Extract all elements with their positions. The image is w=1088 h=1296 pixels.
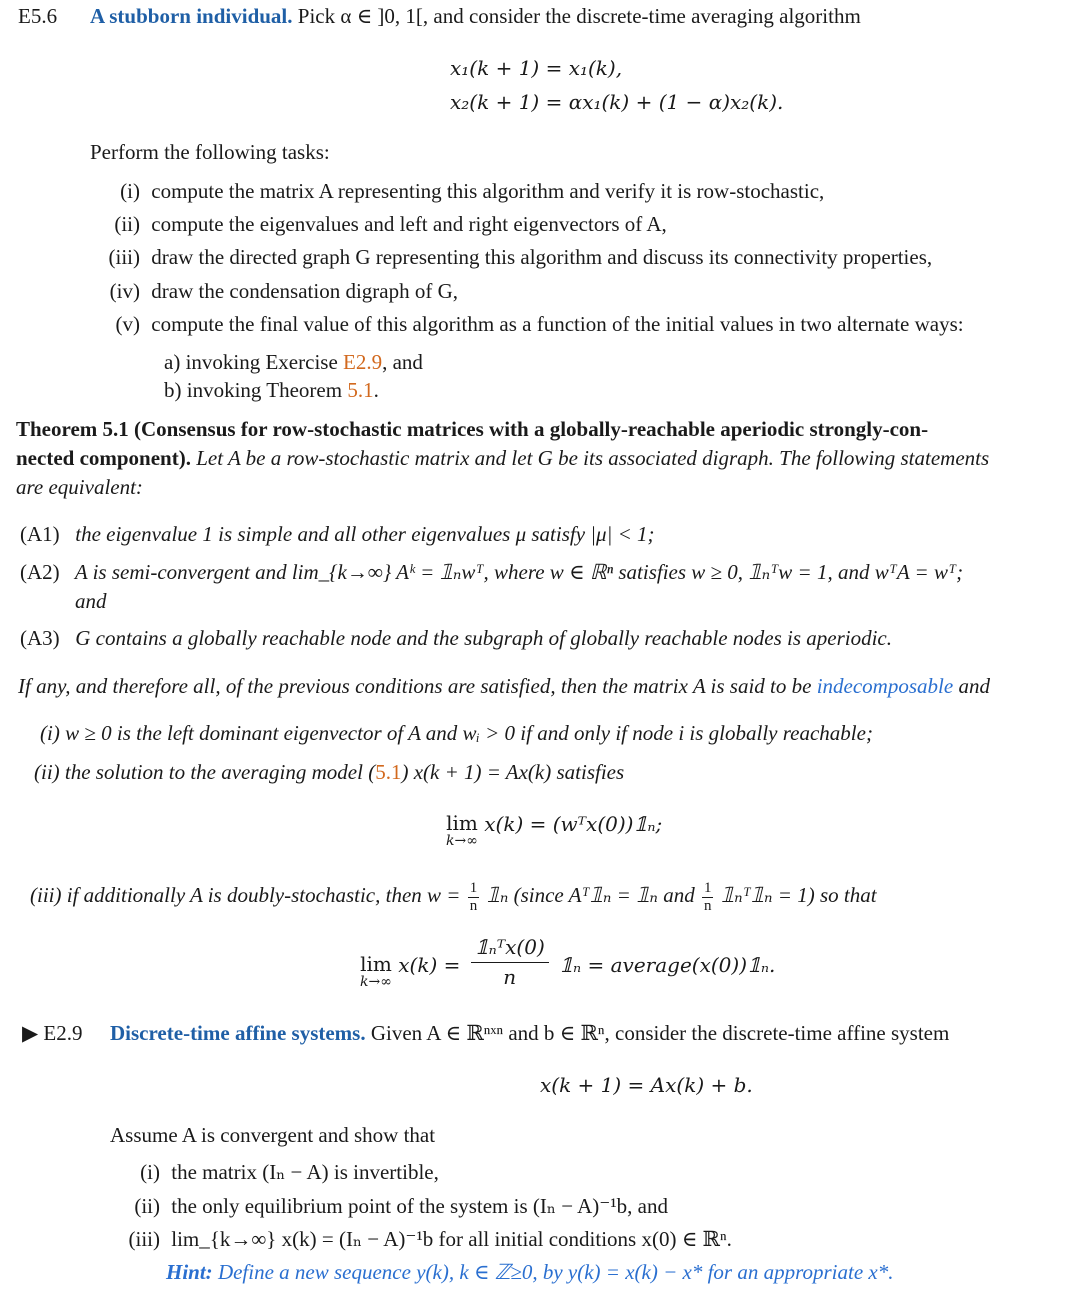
limit-equation-2: lim k→∞ x(k) = $\frac{\text{𝟙ₙᵀx(0)}}{n}$ 𝟙ₙ = average(x(0))𝟙ₙ. (360, 935, 776, 990)
theorem-line-3: are equivalent: (16, 475, 143, 499)
condition-a1: (A1) the eigenvalue 1 is simple and all other eigenvalues μ satisfy |μ| < 1; (20, 522, 655, 546)
consequence-ii: (ii) the solution to the averaging model (5.1) x(k + 1) = Ax(k) satisfies (34, 760, 625, 784)
condition-a2: (A2) A is semi-convergent and lim_{k→∞} Aᵏ = 𝟙ₙwᵀ, where w ∈ ℝⁿ satisfies w ≥ 0, 𝟙ₙᵀw = 1, and wᵀA = wᵀ; (20, 560, 964, 584)
equation-x2: x₂(k + 1) = αx₁(k) + (1 − α)x₂(k). (450, 90, 784, 114)
task-item: (iii) draw the directed graph G representing this algorithm and discuss its connectivity properties, (108, 245, 933, 269)
hint: Hint: Define a new sequence y(k), k ∈ ℤ≥0, by y(k) = x(k) − x* for an appropriate x*. (166, 1260, 894, 1284)
assume-line: Assume A is convergent and show that (110, 1123, 436, 1147)
task-item: (v) compute the final value of this algorithm as a function of the initial values in two alternate ways: (115, 312, 964, 336)
task-item: (ii) compute the eigenvalues and left and right eigenvectors of A, (114, 212, 667, 236)
exercise-heading-e5-6 (90, 4, 861, 29)
consequence-iii: (iii) if additionally A is doubly-stochastic, then w = $\frac{1}{n}$ 𝟙ₙ (since Aᵀ𝟙ₙ = 𝟙ₙ and $\frac{1}{n}$ 𝟙ₙᵀ𝟙ₙ = 1) so that (30, 880, 877, 914)
condition-a2-continuation: and (75, 589, 107, 613)
exercise-title: A stubborn individual. (90, 4, 293, 28)
exercise-intro: Pick α ∈ ]0, 1[, and consider the discrete-time averaging algorithm (297, 4, 861, 28)
affine-system-equation: x(k + 1) = Ax(k) + b. (540, 1073, 753, 1097)
exercise-link-e2-9[interactable]: E2.9 (343, 350, 383, 374)
task-item: (iv) draw the condensation digraph of G, (109, 279, 458, 303)
subtask-b: b) invoking Theorem 5.1. (164, 378, 379, 402)
theorem-if-any: If any, and therefore all, of the previous conditions are satisfied, then the matrix A is said to be indecomposable and (18, 674, 990, 698)
exercise-label-e2-9: ▶ E2.9 (22, 1021, 83, 1045)
list-item: (i) the matrix (Iₙ − A) is invertible, (140, 1160, 439, 1184)
indecomposable-link[interactable]: indecomposable (816, 674, 954, 698)
consequence-i: (i) w ≥ 0 is the left dominant eigenvector of A and wᵢ > 0 if and only if node i is globally reachable; (40, 721, 873, 745)
task-item: (i) compute the matrix A representing this algorithm and verify it is row-stochastic, (120, 179, 825, 203)
list-item: (iii) lim_{k→∞} x(k) = (Iₙ − A)⁻¹b for all initial conditions x(0) ∈ ℝⁿ. (128, 1227, 732, 1251)
theorem-line-2: nected component). Let A be a row-stochastic matrix and let G be its associated digraph. The following statements (16, 446, 990, 470)
subtask-a: a) invoking Exercise E2.9, and (164, 350, 423, 374)
list-item: (ii) the only equilibrium point of the system is (Iₙ − A)⁻¹b, and (134, 1194, 669, 1218)
theorem-title: Theorem 5.1 (Consensus for row-stochastic matrices with a globally-reachable aperiodic strongly-con- (16, 417, 929, 441)
tasks-intro: Perform the following tasks: (90, 140, 330, 164)
exercise-title: Discrete-time affine systems. (110, 1021, 366, 1045)
theorem-link-5-1[interactable]: 5.1 (347, 378, 374, 402)
hint-label: Hint: (166, 1260, 213, 1284)
limit-equation-1: lim k→∞ x(k) = (wᵀx(0))𝟙ₙ; (446, 811, 663, 849)
condition-a3: (A3) G contains a globally reachable node and the subgraph of globally reachable nodes is aperiodic. (20, 626, 892, 650)
equation-link-5-1[interactable]: 5.1 (375, 760, 402, 784)
exercise-heading-e2-9: Discrete-time affine systems. Given A ∈ ℝⁿˣⁿ and b ∈ ℝⁿ, consider the discrete-time affine system (110, 1021, 950, 1045)
exercise-label-e5-6: E5.6 (18, 4, 58, 28)
equation-x1: x₁(k + 1) = x₁(k), (450, 56, 623, 80)
